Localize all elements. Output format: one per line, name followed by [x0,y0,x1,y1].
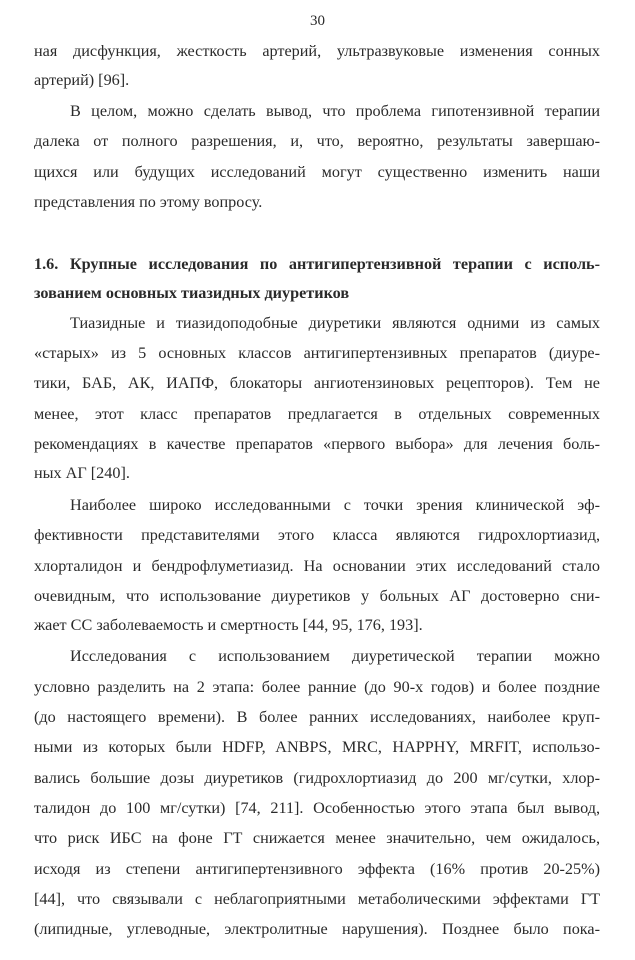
text-line: представления по этому вопросу. [34,193,263,211]
text-line: тики, БАБ, АК, ИАПФ, блокаторы ангиотензиновых рецепторов). Тем не [34,374,600,392]
text-line: далека от полного разрешения, и, что, вероятно, результаты завершаю- [34,132,600,150]
text-line: ными из которых были HDFP, ANBPS, MRC, HAPPHY, MRFIT, использо- [34,738,600,756]
text-line: талидон до 100 мг/сутки) [74, 211]. Особенностью этого этапа был вывод, [34,799,600,817]
text-line: очевидным, что использование диуретиков у больных АГ достоверно сни- [34,587,600,605]
text-line: Тиазидные и тиазидоподобные диуретики являются одними из самых [70,314,600,332]
section-heading: 1.6. Крупные исследования по антигипертензивной терапии с исполь- [34,255,600,273]
text-line: Исследования с использованием диуретической терапии можно [70,647,600,665]
section-heading: зованием основных тиазидных диуретиков [34,284,350,302]
text-line: менее, этот класс препаратов предлагается в отдельных современных [34,405,600,423]
text-line: хлорталидон и бендрофлуметиазид. На основании этих исследований стало [34,557,600,575]
text-line: артерий) [96]. [34,71,130,89]
text-line: вались большие дозы диуретиков (гидрохлортиазид до 200 мг/сутки, хлор- [34,769,600,787]
text-line: В целом, можно сделать вывод, что проблема гипотензивной терапии [70,102,600,120]
text-line: ная дисфункция, жесткость артерий, ультразвуковые изменения сонных [34,42,600,60]
text-line: исходя из степени антигипертензивного эффекта (16% против 20-25%) [34,860,600,878]
text-line: условно разделить на 2 этапа: более ранние (до 90-х годов) и более поздние [34,678,600,696]
text-line: [44], что связывали с неблагоприятными метаболическими эффектами ГТ [34,890,600,908]
text-line: что риск ИБС на фоне ГТ снижается менее значительно, чем ожидалось, [34,829,600,847]
text-line: (липидные, углеводные, электролитные нарушения). Позднее было пока- [34,920,600,938]
text-line: щихся или будущих исследований могут существенно изменить наши [34,163,600,181]
text-line: «старых» из 5 основных классов антигипертензивных препаратов (диуре- [34,344,600,362]
text-line: Наиболее широко исследованными с точки зрения клинической эф- [70,496,600,514]
text-line: рекомендациях в качестве препаратов «первого выбора» для лечения боль- [34,435,600,453]
text-line: фективности представителями этого класса являются гидрохлортиазид, [34,526,600,544]
text-line: жает СС заболеваемость и смертность [44, 95, 176, 193]. [34,616,423,634]
text-line: (до настоящего времени). В более ранних исследованиях, наиболее круп- [34,708,600,726]
page-number: 30 [310,13,325,29]
text-line: ных АГ [240]. [34,464,130,482]
